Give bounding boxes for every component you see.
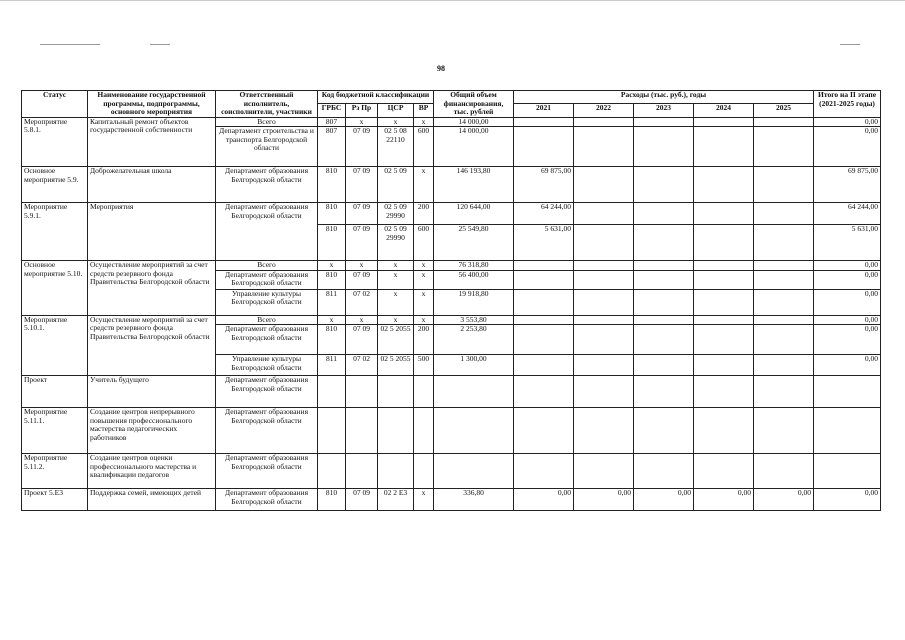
y2023-cell [634, 270, 694, 289]
y2024-cell [694, 289, 754, 315]
y2025-cell [754, 225, 814, 261]
y2025-cell [754, 261, 814, 271]
rz-cell: 07 09 [346, 203, 378, 225]
col-year-2021: 2021 [514, 104, 574, 117]
rz-cell: 07 09 [346, 167, 378, 203]
vr-cell: 200 [414, 203, 434, 225]
total-cell: 146 193,80 [434, 167, 514, 203]
y2023-cell [634, 454, 694, 489]
rz-cell: х [346, 315, 378, 325]
total-cell: 120 644,00 [434, 203, 514, 225]
y2024-cell [694, 225, 754, 261]
y2023-cell [634, 355, 694, 376]
y2022-cell [574, 203, 634, 225]
scan-edge [0, 0, 905, 1]
y2025-cell [754, 117, 814, 127]
csr-cell: 02 5 09 29990 [378, 225, 414, 261]
executor-cell: Департамент образования Белгородской области [216, 325, 318, 355]
y2025-cell [754, 270, 814, 289]
executor-cell: Департамент образования Белгородской области [216, 167, 318, 203]
grbs-cell: 810 [318, 489, 346, 511]
y2022-cell [574, 454, 634, 489]
status-cell: Проект 5.Е3 [22, 489, 88, 511]
y2024-cell [694, 167, 754, 203]
col-expenses: Расходы (тыс. руб.), годы [514, 91, 814, 104]
grbs-cell: 810 [318, 325, 346, 355]
total-cell: 19 918,80 [434, 289, 514, 315]
y2021-cell [514, 261, 574, 271]
name-cell: Создание центров оценки профессионального мастерства и квалификации педагогов [88, 454, 216, 489]
grbs-cell: 810 [318, 203, 346, 225]
y2025-cell [754, 376, 814, 408]
vr-cell [414, 376, 434, 408]
y2025-cell [754, 408, 814, 454]
executor-cell: Департамент образования Белгородской области [216, 454, 318, 489]
grbs-cell: х [318, 315, 346, 325]
y2021-cell [514, 117, 574, 127]
csr-cell [378, 376, 414, 408]
vr-cell [414, 454, 434, 489]
y2023-cell [634, 315, 694, 325]
total-cell: 2 253,80 [434, 325, 514, 355]
csr-cell: 02 5 2055 [378, 355, 414, 376]
total-cell [434, 376, 514, 408]
y2022-cell [574, 117, 634, 127]
executor-cell: Департамент образования Белгородской области [216, 408, 318, 454]
rz-cell: 07 09 [346, 270, 378, 289]
vr-cell: 500 [414, 355, 434, 376]
executor-cell: Управление культуры Белгородской области [216, 289, 318, 315]
col-year-2024: 2024 [694, 104, 754, 117]
rz-cell [346, 408, 378, 454]
grbs-cell: х [318, 261, 346, 271]
vr-cell: х [414, 117, 434, 127]
y2022-cell [574, 127, 634, 167]
y2023-cell [634, 225, 694, 261]
total-cell: 1 300,00 [434, 355, 514, 376]
status-cell: Мероприятие 5.8.1. [22, 117, 88, 167]
vr-cell: х [414, 289, 434, 315]
csr-cell: 02 2 Е3 [378, 489, 414, 511]
y2025-cell [754, 127, 814, 167]
executor-cell: Департамент строительства и транспорта Белгородской области [216, 127, 318, 167]
name-cell: Создание центров непрерывного повышения профессионального мастерства педагогических работников [88, 408, 216, 454]
y2022-cell [574, 225, 634, 261]
y2023-cell [634, 325, 694, 355]
executor-cell: Всего [216, 315, 318, 325]
grbs-cell: 811 [318, 289, 346, 315]
y2025-cell [754, 355, 814, 376]
col-year-2025: 2025 [754, 104, 814, 117]
stage-cell: 0,00 [814, 355, 881, 376]
status-cell: Основное мероприятие 5.9. [22, 167, 88, 203]
status-cell: Проект [22, 376, 88, 408]
total-cell [434, 454, 514, 489]
y2024-cell [694, 270, 754, 289]
rz-cell: х [346, 117, 378, 127]
y2025-cell [754, 289, 814, 315]
csr-cell: х [378, 270, 414, 289]
col-executor: Ответственный исполнитель, соисполнители, участники [216, 91, 318, 118]
col-grbs: ГРБС [318, 104, 346, 117]
grbs-cell [318, 376, 346, 408]
scan-artifact [40, 44, 100, 45]
y2025-cell: 0,00 [754, 489, 814, 511]
col-csr: ЦСР [378, 104, 414, 117]
y2021-cell [514, 355, 574, 376]
stage-cell [814, 454, 881, 489]
rz-cell: 07 02 [346, 355, 378, 376]
executor-cell: Департамент образования Белгородской области [216, 376, 318, 408]
executor-cell: Всего [216, 117, 318, 127]
y2023-cell [634, 167, 694, 203]
col-year-2022: 2022 [574, 104, 634, 117]
stage-cell: 0,00 [814, 489, 881, 511]
status-cell: Мероприятие 5.10.1. [22, 315, 88, 376]
rz-cell [346, 376, 378, 408]
stage-cell: 0,00 [814, 127, 881, 167]
grbs-cell: 807 [318, 117, 346, 127]
name-cell: Учитель будущего [88, 376, 216, 408]
grbs-cell: 810 [318, 270, 346, 289]
y2024-cell [694, 117, 754, 127]
stage-cell: 0,00 [814, 315, 881, 325]
table-row [22, 203, 881, 225]
vr-cell: 600 [414, 127, 434, 167]
stage-cell: 0,00 [814, 270, 881, 289]
y2021-cell: 64 244,00 [514, 203, 574, 225]
y2025-cell [754, 167, 814, 203]
stage-cell: 0,00 [814, 261, 881, 271]
total-cell: 76 318,80 [434, 261, 514, 271]
rz-cell: 07 09 [346, 127, 378, 167]
y2021-cell: 5 631,00 [514, 225, 574, 261]
csr-cell [378, 408, 414, 454]
vr-cell [414, 408, 434, 454]
y2024-cell [694, 376, 754, 408]
col-total: Общий объем финансирования, тыс. рублей [434, 91, 514, 118]
total-cell: 25 549,80 [434, 225, 514, 261]
table-row [22, 408, 881, 454]
vr-cell: х [414, 167, 434, 203]
status-cell: Мероприятие 5.11.2. [22, 454, 88, 489]
executor-cell: Департамент образования Белгородской области [216, 270, 318, 289]
y2025-cell [754, 315, 814, 325]
y2025-cell [754, 325, 814, 355]
y2022-cell [574, 270, 634, 289]
grbs-cell: 810 [318, 167, 346, 203]
y2023-cell [634, 376, 694, 408]
grbs-cell: 811 [318, 355, 346, 376]
csr-cell: 02 5 08 22110 [378, 127, 414, 167]
table-row [22, 167, 881, 203]
y2024-cell [694, 203, 754, 225]
rz-cell: х [346, 261, 378, 271]
name-cell: Мероприятия [88, 203, 216, 261]
csr-cell: х [378, 289, 414, 315]
y2025-cell [754, 454, 814, 489]
y2021-cell [514, 127, 574, 167]
scan-artifact [840, 44, 860, 45]
table-row [22, 489, 881, 511]
csr-cell [378, 454, 414, 489]
csr-cell: 02 5 2055 [378, 325, 414, 355]
y2024-cell [694, 315, 754, 325]
col-budget-code: Код бюджетной классификации [318, 91, 434, 104]
y2024-cell [694, 325, 754, 355]
name-cell: Доброжелательная школа [88, 167, 216, 203]
total-cell: 3 553,80 [434, 315, 514, 325]
status-cell: Мероприятие 5.9.1. [22, 203, 88, 261]
stage-cell: 64 244,00 [814, 203, 881, 225]
y2021-cell [514, 315, 574, 325]
y2024-cell [694, 408, 754, 454]
grbs-cell [318, 408, 346, 454]
vr-cell: 200 [414, 325, 434, 355]
vr-cell: х [414, 270, 434, 289]
y2023-cell: 0,00 [634, 489, 694, 511]
y2023-cell [634, 117, 694, 127]
col-rz-pr: Рз Пр [346, 104, 378, 117]
y2024-cell [694, 454, 754, 489]
total-cell: 336,80 [434, 489, 514, 511]
executor-cell: Департамент образования Белгородской области [216, 489, 318, 511]
y2025-cell [754, 203, 814, 225]
y2024-cell [694, 127, 754, 167]
table-row [22, 261, 881, 271]
scan-artifact [150, 44, 170, 45]
y2021-cell [514, 270, 574, 289]
executor-cell: Управление культуры Белгородской области [216, 355, 318, 376]
executor-cell: Всего [216, 261, 318, 271]
grbs-cell: 810 [318, 225, 346, 261]
rz-cell: 07 09 [346, 225, 378, 261]
y2023-cell [634, 408, 694, 454]
stage-cell [814, 376, 881, 408]
vr-cell: 600 [414, 225, 434, 261]
budget-table [21, 90, 881, 511]
y2021-cell: 0,00 [514, 489, 574, 511]
page-number: 98 [437, 64, 445, 73]
stage-cell: 0,00 [814, 117, 881, 127]
y2022-cell [574, 167, 634, 203]
col-vr: ВР [414, 104, 434, 117]
y2022-cell [574, 408, 634, 454]
y2022-cell: 0,00 [574, 489, 634, 511]
table-row [22, 117, 881, 127]
y2021-cell [514, 408, 574, 454]
y2024-cell [694, 261, 754, 271]
y2023-cell [634, 127, 694, 167]
stage-cell: 0,00 [814, 325, 881, 355]
y2021-cell [514, 454, 574, 489]
col-year-2023: 2023 [634, 104, 694, 117]
y2022-cell [574, 325, 634, 355]
rz-cell: 07 09 [346, 489, 378, 511]
table-row [22, 454, 881, 489]
y2024-cell: 0,00 [694, 489, 754, 511]
vr-cell: х [414, 261, 434, 271]
y2022-cell [574, 376, 634, 408]
executor-cell: Департамент образования Белгородской области [216, 203, 318, 261]
table-row [22, 376, 881, 408]
table-row [22, 315, 881, 325]
name-cell: Поддержка семей, имеющих детей [88, 489, 216, 511]
stage-cell: 69 875,00 [814, 167, 881, 203]
y2022-cell [574, 315, 634, 325]
total-cell: 14 000,00 [434, 117, 514, 127]
status-cell: Основное мероприятие 5.10. [22, 261, 88, 316]
total-cell [434, 408, 514, 454]
col-name: Наименование государственной программы, подпрограммы, основного мероприятия [88, 91, 216, 118]
vr-cell: х [414, 489, 434, 511]
rz-cell: 07 09 [346, 325, 378, 355]
csr-cell: х [378, 117, 414, 127]
name-cell: Осуществление мероприятий за счет средств резервного фонда Правительства Белгородской области [88, 261, 216, 316]
csr-cell: х [378, 261, 414, 271]
stage-cell: 5 631,00 [814, 225, 881, 261]
csr-cell: х [378, 315, 414, 325]
grbs-cell [318, 454, 346, 489]
y2023-cell [634, 203, 694, 225]
csr-cell: 02 5 09 29990 [378, 203, 414, 225]
y2022-cell [574, 355, 634, 376]
grbs-cell: 807 [318, 127, 346, 167]
total-cell: 56 400,00 [434, 270, 514, 289]
stage-cell [814, 408, 881, 454]
y2023-cell [634, 261, 694, 271]
status-cell: Мероприятие 5.11.1. [22, 408, 88, 454]
y2021-cell [514, 289, 574, 315]
header-row-1 [22, 91, 881, 104]
y2021-cell [514, 376, 574, 408]
total-cell: 14 000,00 [434, 127, 514, 167]
rz-cell [346, 454, 378, 489]
y2022-cell [574, 289, 634, 315]
col-stage-total: Итого на II этапе (2021-2025 годы) [814, 91, 881, 118]
name-cell: Капитальный ремонт объектов государственной собственности [88, 117, 216, 167]
y2024-cell [694, 355, 754, 376]
y2023-cell [634, 289, 694, 315]
name-cell: Осуществление мероприятий за счет средств резервного фонда Правительства Белгородской области [88, 315, 216, 376]
y2022-cell [574, 261, 634, 271]
rz-cell: 07 02 [346, 289, 378, 315]
y2021-cell [514, 325, 574, 355]
y2021-cell: 69 875,00 [514, 167, 574, 203]
csr-cell: 02 5 09 [378, 167, 414, 203]
stage-cell: 0,00 [814, 289, 881, 315]
vr-cell: х [414, 315, 434, 325]
col-status: Статус [22, 91, 88, 118]
